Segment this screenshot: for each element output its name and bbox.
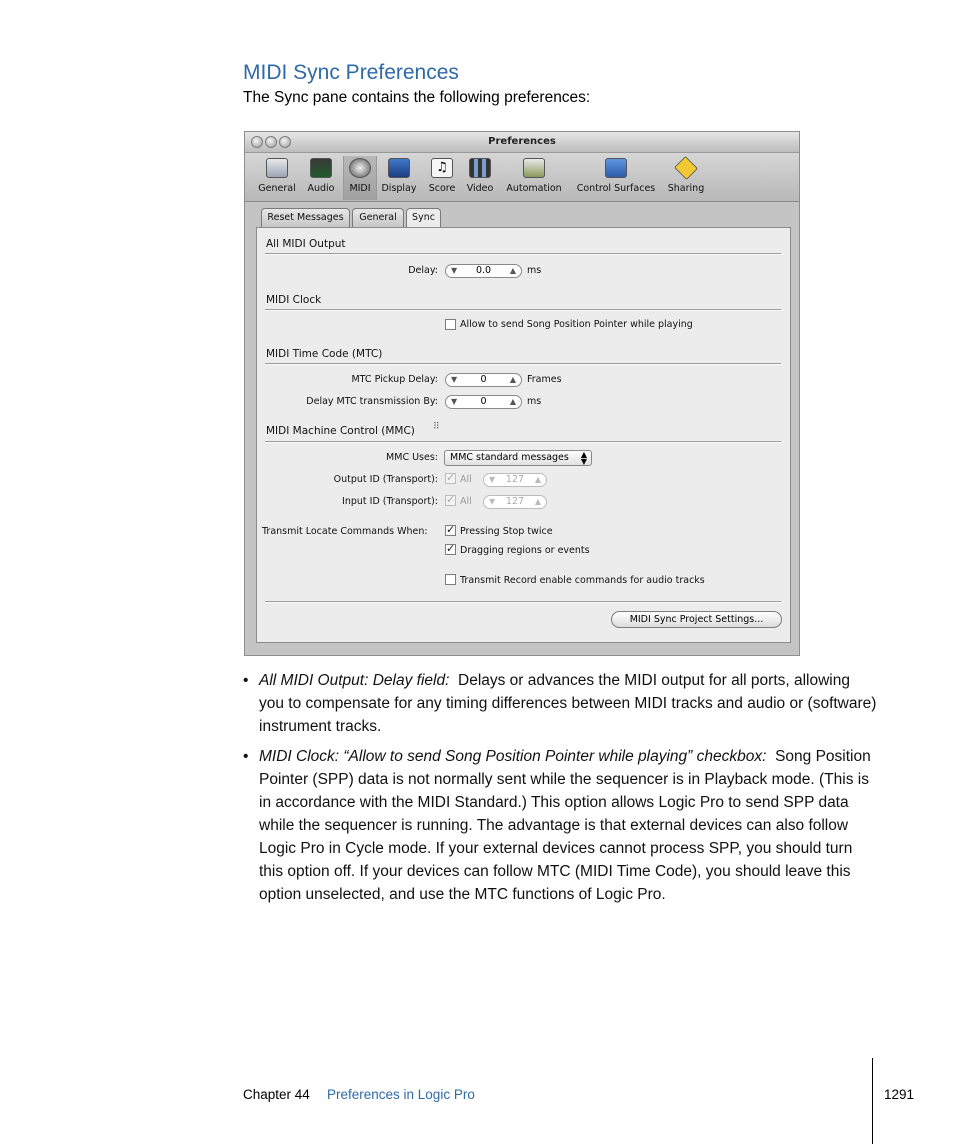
toolbar-display[interactable]: Display [379,156,419,200]
footer-chapter-title: Preferences in Logic Pro [327,1087,475,1102]
spp-checkbox[interactable] [445,319,456,330]
decrement-arrow-icon[interactable]: ▼ [451,266,458,275]
section-mmc: MIDI Machine Control (MMC) [266,425,415,437]
record-enable-label: Transmit Record enable commands for audio tracks [460,575,705,586]
sync-pane [256,227,791,643]
section-divider [265,253,781,255]
preferences-toolbar [245,153,799,202]
increment-arrow-icon[interactable]: ▲ [509,266,516,275]
toolbar-automation[interactable]: Automation [502,156,566,200]
increment-arrow-icon[interactable]: ▲ [509,375,516,384]
pressing-stop-label: Pressing Stop twice [460,526,553,537]
decrement-arrow-icon[interactable]: ▼ [489,475,496,484]
footer-divider [872,1058,873,1144]
tab-sync[interactable]: Sync [406,208,441,228]
input-id-label: Input ID (Transport): [342,496,438,507]
dragging-regions-label: Dragging regions or events [460,545,590,556]
toolbar-control-surfaces[interactable]: Control Surfaces [572,156,660,200]
midi-sync-project-settings-button[interactable]: MIDI Sync Project Settings... [611,611,782,628]
bullet-midi-clock: • MIDI Clock: “Allow to send Song Position Pointer while playing” checkbox: Song Position Pointer (SPP) data is not normally sent while the sequencer is in Playback mode. (This is in accordance with the MIDI Standard.) This option allows Logic Pro to send SPP data while the sequencer is running. The advantage is that external devices can also follow Logic Pro in Cycle mode. If your external devices cannot process SPP, you should turn this option off. If your devices can follow MTC (MIDI Time Code), you should leave this option unselected, and use the MTC functions of Logic Pro. [243,748,871,903]
output-id-label: Output ID (Transport): [333,474,438,485]
window-title: Preferences [488,136,556,147]
section-divider [265,309,781,311]
select-arrows-icon: ▲ ▼ [580,450,587,466]
increment-arrow-icon[interactable]: ▲ [534,475,541,484]
output-id-all-checkbox[interactable]: ✓ [446,471,456,484]
page-heading: MIDI Sync Preferences [243,61,459,84]
mtc-transmission-label: Delay MTC transmission By: [306,396,438,407]
delay-label: Delay: [408,265,438,276]
increment-arrow-icon[interactable]: ▲ [509,397,516,406]
toolbar-audio[interactable]: Audio [302,156,340,200]
increment-arrow-icon[interactable]: ▲ [534,497,541,506]
bullet-text: Delays or advances the MIDI output for all ports, allowing you to compensate for any timing differences between MIDI tracks and audio or (software) instrument tracks. [259,672,877,735]
decrement-arrow-icon[interactable]: ▼ [451,397,458,406]
record-enable-checkbox[interactable] [445,574,456,585]
display-monitor-icon [388,158,410,178]
input-id-stepper[interactable]: ▼ 127 ▲ [483,495,547,509]
tab-reset-messages[interactable]: Reset Messages [261,208,350,227]
bullet-delay-field: • All MIDI Output: Delay field: Delays or advances the MIDI output for all ports, allowing you to compensate for any timing differences between MIDI tracks and audio or (software) instrument tracks. [243,672,877,735]
tab-general[interactable]: General [352,208,404,227]
dragging-regions-checkbox[interactable]: ✓ [446,542,456,555]
toolbar-sharing[interactable]: Sharing [664,156,708,200]
output-id-stepper[interactable]: ▼ 127 ▲ [483,473,547,487]
mtc-pickup-unit: Frames [527,374,562,385]
section-mtc: MIDI Time Code (MTC) [266,348,383,360]
output-id-all-label: All [460,474,472,485]
mtc-pickup-stepper[interactable]: ▼ 0 ▲ [445,373,522,387]
toolbar-video[interactable]: Video [463,156,497,200]
section-midi-clock: MIDI Clock [266,294,322,306]
decrement-arrow-icon[interactable]: ▼ [489,497,496,506]
preferences-window-screenshot [244,131,800,656]
bullet-text: Song Position Pointer (SPP) data is not normally sent while the sequencer is in Playback mode. (This is in accordance with the MIDI Standard.) This option allows Logic Pro to send SPP data while the sequencer is running. The advantage is that external devices can also follow Logic Pro in Cycle mode. If your external devices cannot process SPP, you should turn this option off. If your devices can follow MTC (MIDI Time Code), you should leave this option unselected, and use the MTC functions of Logic Pro. [259,748,871,903]
mtc-transmission-unit: ms [527,396,542,407]
delay-unit: ms [527,265,542,276]
toolbar-general[interactable]: General [255,156,299,200]
mmc-uses-select[interactable]: MMC standard messages ▲ ▼ [444,450,592,466]
section-divider [265,363,781,365]
mtc-transmission-stepper[interactable]: ▼ 0 ▲ [445,395,522,409]
section-divider [265,601,781,603]
decrement-arrow-icon[interactable]: ▼ [451,375,458,384]
spp-checkbox-label: Allow to send Song Position Pointer while playing [460,319,693,330]
toolbar-midi[interactable]: MIDI [343,156,377,200]
mmc-uses-label: MMC Uses: [386,452,438,463]
automation-curve-icon [523,158,545,178]
score-notes-icon: ♫ [431,158,453,178]
toolbar-score[interactable]: ♫ Score [428,160,456,194]
general-switch-icon [266,158,288,178]
bullet-term: MIDI Clock: “Allow to send Song Position Pointer while playing” checkbox: [259,748,767,765]
pressing-stop-checkbox[interactable]: ✓ [446,523,456,536]
video-film-icon [469,158,491,178]
delay-stepper[interactable]: ▼ 0.0 ▲ [445,264,522,278]
sharing-sign-icon [674,156,698,180]
input-id-all-label: All [460,496,472,507]
mtc-pickup-label: MTC Pickup Delay: [351,374,438,385]
bullet-term: All MIDI Output: Delay field: [259,672,450,689]
page-number: 1291 [884,1087,915,1102]
locate-label: Transmit Locate Commands When: [262,526,428,537]
section-divider [265,441,781,443]
intro-text: The Sync pane contains the following preferences: [243,89,591,106]
audio-meter-icon [310,158,332,178]
title-bar [245,132,799,153]
midi-connector-icon [349,158,371,178]
control-surface-icon [605,158,627,178]
input-id-all-checkbox[interactable]: ✓ [446,493,456,506]
section-all-midi-output: All MIDI Output [266,238,346,250]
grip-icon: ⠿ [433,422,440,432]
footer-chapter: Chapter 44 [243,1087,310,1102]
